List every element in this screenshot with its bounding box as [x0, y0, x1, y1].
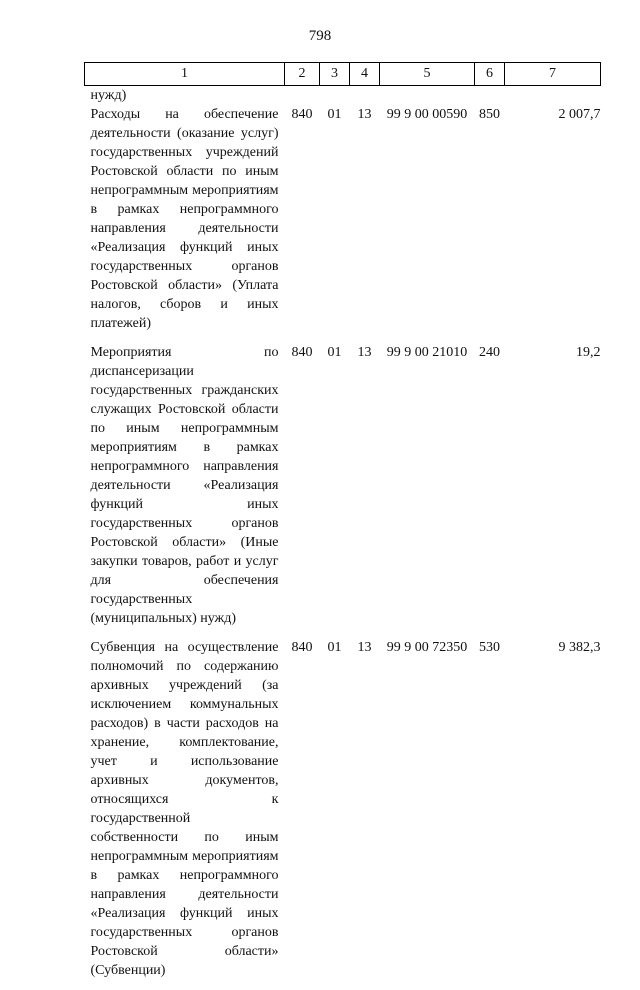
- row-target-article: 99 9 00 72350: [386, 640, 468, 655]
- row-section-code: 01: [327, 107, 342, 122]
- row-ministry-code: 840: [291, 345, 313, 360]
- row-section-code: 01: [327, 640, 342, 655]
- header-col-7: 7: [505, 63, 601, 86]
- table-header-row: [85, 63, 601, 86]
- row-amount: 9 382,3: [558, 640, 601, 655]
- row-section-code: 01: [327, 345, 342, 360]
- continuation-row: [85, 86, 601, 106]
- header-col-4: 4: [350, 63, 380, 86]
- header-col-6: 6: [475, 63, 505, 86]
- budget-table: [84, 62, 601, 990]
- table-row: [85, 638, 601, 990]
- row-ministry-code: 840: [291, 107, 313, 122]
- row-target-article: 99 9 00 00590: [386, 107, 468, 122]
- page-number: 798: [308, 28, 332, 44]
- row-subsection-code: 13: [357, 640, 372, 655]
- row-ministry-code: 840: [291, 640, 313, 655]
- header-col-1: 1: [85, 63, 285, 86]
- row-target-article: 99 9 00 21010: [386, 345, 468, 360]
- row-description: Мероприятия по диспансеризации государственных гражданских служащих Ростовской области по иным непрограммным мероприятиям в рамках непрограммного направления деятельности «Реализация функций иных государственных органов Ростовской области» (Иные закупки товаров, работ и услуг для обеспечения государственных (муниципальных) нужд): [90, 345, 279, 626]
- table-row: [85, 105, 601, 343]
- row-amount: 19,2: [576, 345, 601, 360]
- continuation-text: нужд): [90, 88, 127, 103]
- header-col-5: 5: [380, 63, 475, 86]
- row-expense-type: 850: [479, 107, 500, 122]
- row-amount: 2 007,7: [558, 107, 601, 122]
- row-subsection-code: 13: [357, 345, 372, 360]
- row-subsection-code: 13: [357, 107, 372, 122]
- header-col-2: 2: [285, 63, 320, 86]
- row-description: Субвенция на осуществление полномочий по содержанию архивных учреждений (за исключением коммунальных расходов) в части расходов на хранение, комплектование, учет и использование архивных документов, относящихся к государственной собственности по иным непрограммным мероприятиям в рамках непрограммного направления деятельности «Реализация функций иных государственных органов Ростовской области» (Субвенции): [90, 640, 279, 978]
- row-expense-type: 240: [479, 345, 500, 360]
- row-expense-type: 530: [479, 640, 500, 655]
- header-col-3: 3: [320, 63, 350, 86]
- table-row: [85, 343, 601, 638]
- row-description: Расходы на обеспечение деятельности (оказание услуг) государственных учреждений Ростовской области по иным непрограммным мероприятиям в рамках непрограммного направления деятельности «Реализация функций иных государственных органов Ростовской области» (Уплата налогов, сборов и иных платежей): [90, 107, 279, 331]
